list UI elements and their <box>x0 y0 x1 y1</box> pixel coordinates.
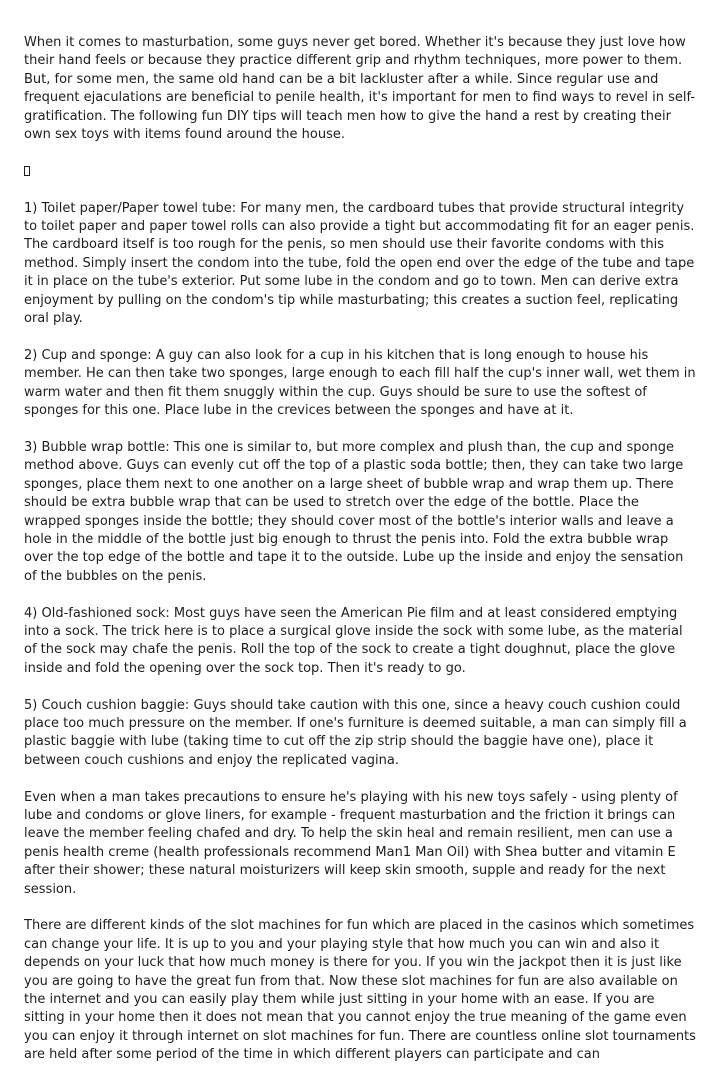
closing-paragraph: Even when a man takes precautions to ensure he's playing with his new toys safely - using plenty of lube and condoms or glove liners, for example - frequent masturbation and the friction it brings can leave the member feeling chafed and dry. To help the skin heal and remain resilient, men can use a penis health creme (health professionals recommend Man1 Man Oil) with Shea butter and vitamin E after their shower; these natural moisturizers will keep skin smooth, supple and ready for the next session. <box>24 789 678 897</box>
missing-glyph-icon <box>24 166 30 176</box>
placeholder-paragraph <box>24 163 696 181</box>
slot-machines-paragraph: There are different kinds of the slot machines for fun which are placed in the casinos which sometimes can change your life. It is up to you and your playing style that how much you can win and also it depends on your luck that how much money is there for you. If you win the jackpot then it is just like you are going to have the great fun from that. Now these slot machines for fun are also available on the internet and you can easily play them while just sitting in your home with an ease. If you are sitting in your home then it does not mean that you cannot enjoy the true meaning of the game even you can enjoy it through internet on slot machines for fun. There are countless online slot tournaments are held after some period of the time in which different players can participate and can <box>24 918 696 1063</box>
tip-paragraph-bubble-wrap-bottle: 3) Bubble wrap bottle: This one is similar to, but more complex and plush than, the cup and sponge method above. Guys can evenly cut off the top of a plastic soda bottle; then, they can take two large sponges, place them next to one another on a large sheet of bubble wrap and wrap them up. There should be extra bubble wrap that can be used to stretch over the edge of the bottle. Place the wrapped sponges inside the bottle; they should cover most of the bottle's interior walls and leave a hole in the middle of the bottle just big enough to thrust the penis into. Fold the extra bubble wrap over the top edge of the bottle and tape it to the outside. Lube up the inside and enjoy the sensation of the bubbles on the penis. <box>24 439 684 584</box>
tip-paragraph-couch-cushion-baggie: 5) Couch cushion baggie: Guys should take caution with this one, since a heavy couch cushion could place too much pressure on the member. If one's furniture is deemed suitable, a man can simply fill a plastic baggie with lube (taking time to cut off the zip strip should the baggie have one), place it between couch cushions and enjoy the replicated vagina. <box>24 697 687 768</box>
tip-paragraph-toilet-paper-tube: 1) Toilet paper/Paper towel tube: For many men, the cardboard tubes that provide structural integrity to toilet paper and paper towel rolls can also provide a tight but accommodating fit for an eager penis. The cardboard itself is too rough for the penis, so men should use their favorite condoms with this method. Simply insert the condom into the tube, fold the open end over the edge of the tube and tape it in place on the tube's exterior. Put some lube in the condom and go to town. Men can derive extra enjoyment by pulling on the condom's tip while masturbating; this creates a suction feel, replicating oral play. <box>24 200 695 327</box>
intro-paragraph: When it comes to masturbation, some guys never get bored. Whether it's because they just love how their hand feels or because they practice different grip and rhythm techniques, more power to them. But, for some men, the same old hand can be a bit lackluster after a while. Since regular use and frequent ejaculations are beneficial to penile health, it's important for men to find ways to revel in self-gratification. The following fun DIY tips will teach men how to give the hand a rest by creating their own sex toys with items found around the house. <box>24 35 696 143</box>
tip-paragraph-old-fashioned-sock: 4) Old-fashioned sock: Most guys have seen the American Pie film and at least considered emptying into a sock. The trick here is to place a surgical glove inside the sock with some lube, as the material of the sock may chafe the penis. Roll the top of the sock to create a tight doughnut, place the glove inside and fold the opening over the sock top. Then it's ready to go. <box>24 605 683 676</box>
article-body <box>24 34 696 1083</box>
tip-paragraph-cup-and-sponge: 2) Cup and sponge: A guy can also look for a cup in his kitchen that is long enough to house his member. He can then take two sponges, large enough to each fill half the cup's inner wall, wet them in warm water and then fit them snuggly within the cup. Guys should be sure to use the softest of sponges for this one. Place lube in the crevices between the sponges and have at it. <box>24 347 696 419</box>
